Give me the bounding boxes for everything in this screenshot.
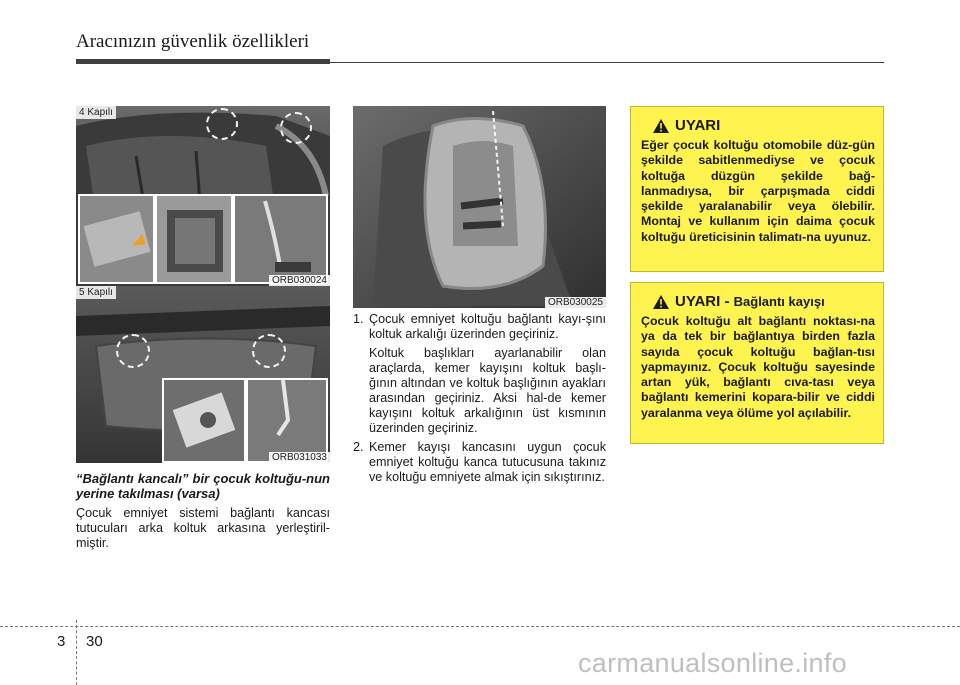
anchor-highlight: [116, 334, 150, 368]
header-bar: [76, 59, 330, 64]
warning-triangle-icon: [653, 295, 669, 309]
instruction-step: [353, 440, 606, 489]
four-door-seat-photo: [76, 106, 330, 286]
inset-anchor-bracket: [162, 378, 246, 463]
left-column: [76, 471, 330, 551]
section-heading: “Bağlantı kancalı” bir çocuk koltuğu-nun yerine takılması (varsa): [76, 471, 330, 501]
inset-hook: [233, 194, 328, 284]
warning-title: UYARI: [675, 293, 721, 310]
warning-title: UYARI: [675, 117, 721, 134]
child-seat-illustration: [353, 106, 606, 308]
footer-divider: [76, 620, 77, 685]
figure-label: 4 Kapılı: [76, 106, 116, 119]
warning-separator: -: [720, 293, 734, 310]
section-number: 3: [57, 633, 66, 650]
step-number: 1.: [353, 312, 364, 326]
figure-label: 5 Kapılı: [76, 286, 116, 299]
inset-handle: [78, 194, 155, 284]
step-text: Koltuk başlıkları ayarlanabilir olan araçlarda, kemer kayışını koltuk başlı-ğının altından ve koltuk başlığının ayakları arasından geçiriniz. Aksi hal-de kemer kayışını koltuk arkalığının üst kısmının üzerinden geçiriniz.: [369, 346, 606, 435]
figure-code: ORB031033: [269, 452, 330, 463]
inset-hook: [246, 378, 328, 463]
figure-code: ORB030025: [545, 297, 606, 308]
warning-text: Çocuk koltuğu alt bağlantı noktası-na ya da tek bir bağlantıya birden fazla sayıda çocuk koltuğu bağlan-tısı yapmayınız. Çocuk koltuğu sayesinde artan yük, bağlantı cıva-tası veya bağlantı kemerini kopara-bilir ve ciddi yaralanma veya ölüme yol açılabilir.: [641, 314, 875, 420]
anchor-highlight: [206, 108, 238, 140]
middle-column: [353, 312, 606, 489]
anchor-highlight: [280, 112, 312, 144]
warning-triangle-icon: [653, 119, 669, 133]
warning-text: Eğer çocuk koltuğu otomobile düz-gün şekilde sabitlenmediyse ve çocuk koltuğa düzgün şekilde bağ-lanmadıysa, bir çarpışmada ciddi şekilde yaralanabilir veya ölebilir. Montaj ve kullanım için daima çocuk koltuğu üreticisinin talimatı-na uyunuz.: [641, 138, 875, 244]
step-text: Kemer kayışı kancasını uygun çocuk emniyet koltuğu kanca tutucusuna takınız ve koltuğu emniyete almak için sıkıştırınız.: [369, 440, 606, 484]
step-text: Çocuk emniyet koltuğu bağlantı kayı-şını koltuk arkalığı üzerinden geçiriniz.: [369, 312, 606, 341]
watermark: carmanualsonline.info: [578, 648, 847, 678]
warning-box: [630, 282, 884, 444]
anchor-highlight: [252, 334, 286, 368]
child-seat-photo: [353, 106, 606, 308]
header-rule: [330, 62, 884, 63]
footer-rule: [0, 626, 960, 627]
page-number: 30: [86, 633, 103, 650]
instruction-step: [353, 312, 606, 440]
warning-subtitle: Bağlantı kayışı: [733, 294, 825, 309]
five-door-cargo-photo: [76, 286, 330, 463]
inset-anchor-cover: [155, 194, 233, 284]
figure-code: ORB030024: [269, 275, 330, 286]
section-body: Çocuk emniyet sistemi bağlantı kancası tutucuları arka koltuk arkasına yerleştiril-miştir.: [76, 506, 330, 550]
page-header-title: Aracınızın güvenlik özellikleri: [76, 31, 310, 52]
warning-box: [630, 106, 884, 272]
step-number: 2.: [353, 440, 364, 454]
